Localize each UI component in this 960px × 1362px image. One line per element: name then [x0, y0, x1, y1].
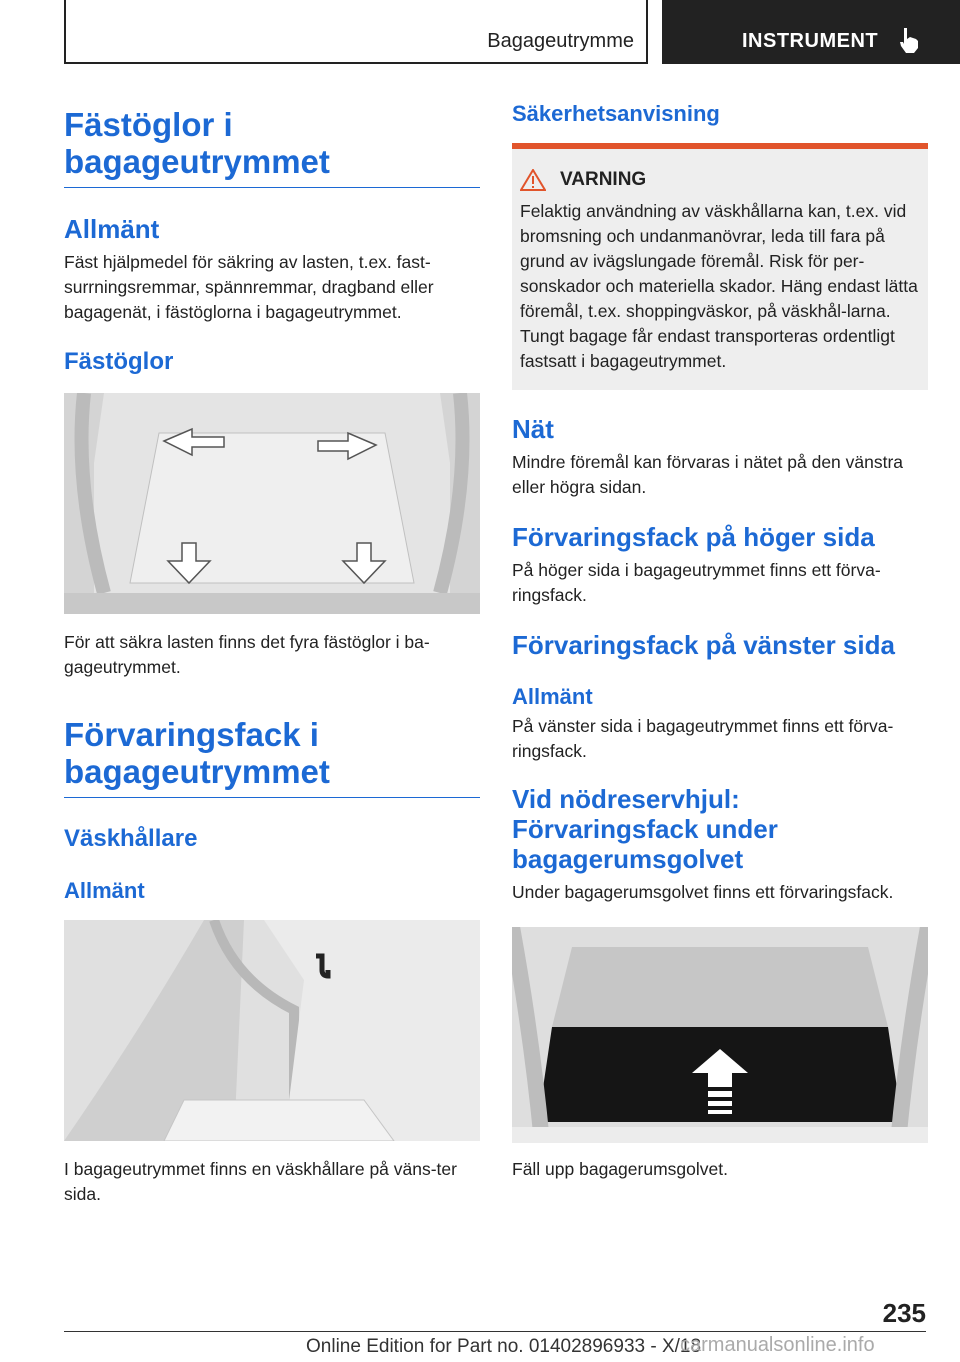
bag-hook-image — [64, 920, 480, 1141]
heading-nodreservhjul: Vid nödreservhjul: Förvaringsfack under bagagerumsgolvet — [512, 784, 778, 874]
heading-allmant-vanster: Allmänt — [512, 684, 593, 709]
trunk-illustration — [64, 393, 480, 614]
heading-vaskhallare: Väskhållare — [64, 825, 198, 852]
heading-fastoglor: Fästöglor i bagageutrymmet — [64, 106, 330, 180]
paragraph-hoger-sida: På höger sida i bagageutrymmet finns ett förva‐ringsfack. — [512, 560, 881, 605]
watermark: carmanualsonline.info — [680, 1334, 875, 1356]
heading-rule — [64, 797, 480, 798]
trunk-anchors-image — [64, 393, 480, 614]
warning-title: VARNING — [560, 169, 647, 190]
heading-sakerhetsanvisning: Säkerhetsanvisning — [512, 101, 720, 126]
floor-image — [512, 927, 928, 1143]
chapter-tab — [662, 0, 960, 64]
chapter-title: INSTRUMENT — [742, 30, 879, 52]
section-title: Bagageutrymme — [487, 30, 634, 52]
heading-rule — [64, 187, 480, 188]
heading-fastoglor-sub: Fästöglor — [64, 348, 174, 375]
caption-vaskhallare: I bagageutrymmet finns en väskhållare på väns‐ter sida. — [64, 1159, 457, 1204]
right-column — [512, 101, 928, 1182]
warning-text: Felaktig användning av väskhållarna kan, t.ex. vid bromsning och undanmanövrar, leda till fara på grund av ivägslungade föremål. Risk för per‐sonskador och materiella skador. Häng endast lätta föremål, t.ex. shoppingväskor, på väskhål‐larna. Tungt bagage får endast transporteras ordentligt fastsatt i bagageutrymmet. — [520, 201, 918, 371]
page-number: 235 — [882, 1298, 926, 1328]
heading-nat: Nät — [512, 414, 554, 444]
heading-allmant-vaskhallare: Allmänt — [64, 878, 145, 903]
paragraph-fastoglor: Fäst hjälpmedel för säkring av lasten, t.ex. fast‐surrningsremmar, spännremmar, dragband eller bagagenät, i fästöglorna i bagageutrymmet. — [64, 252, 434, 322]
floor-illustration — [512, 927, 928, 1143]
heading-vanster-sida: Förvaringsfack på vänster sida — [512, 630, 895, 660]
paragraph-nat: Mindre föremål kan förvaras i nätet på den vänstra eller högra sidan. — [512, 452, 904, 497]
heading-hoger-sida: Förvaringsfack på höger sida — [512, 522, 875, 552]
paragraph-vanster-sida: På vänster sida i bagageutrymmet finns ett förva‐ringsfack. — [512, 716, 894, 761]
heading-allmant: Allmänt — [64, 214, 160, 244]
caption-fastoglor: För att säkra lasten finns det fyra fästöglor i ba‐gageutrymmet. — [64, 632, 430, 677]
paragraph-nodreservhjul: Under bagagerumsgolvet finns ett förvaringsfack. — [512, 882, 894, 902]
left-column — [64, 106, 480, 1207]
bag-hook-illustration — [64, 920, 480, 1141]
footer-rule — [64, 1331, 926, 1332]
warning-box — [512, 143, 928, 390]
heading-forvaringsfack: Förvaringsfack i bagageutrymmet — [64, 716, 330, 790]
warning-header — [520, 169, 920, 191]
pointing-hand-icon — [898, 26, 920, 54]
caption-floor: Fäll upp bagagerumsgolvet. — [512, 1159, 728, 1179]
edition-text: Online Edition for Part no. 01402896933 - X/18 — [306, 1336, 702, 1357]
warning-triangle-icon — [520, 169, 546, 191]
header-section-box — [64, 0, 648, 64]
